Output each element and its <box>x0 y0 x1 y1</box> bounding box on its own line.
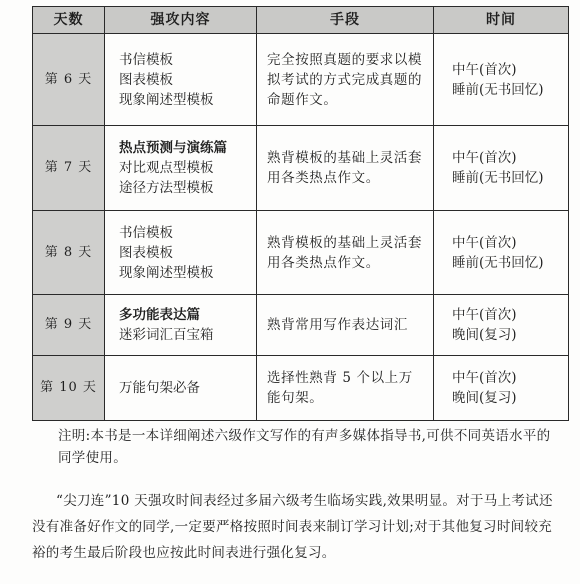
content-line: 书信模板 <box>119 224 173 241</box>
method-text: 选择性熟背 5 个以上万能句架。 <box>267 370 413 406</box>
time-line: 睡前(无书回忆) <box>452 254 544 271</box>
content-line: 图表模板 <box>119 244 173 261</box>
content-line: 书信模板 <box>119 51 173 68</box>
method-text: 完全按照真题的要求以模拟考试的方式完成真题的命题作文。 <box>267 51 423 108</box>
content-section-title: 热点预测与演练篇 <box>119 140 227 156</box>
content-line: 对比观点型模板 <box>119 160 214 176</box>
time-line: 睡前(无书回忆) <box>452 81 544 98</box>
table-header-row <box>33 7 569 34</box>
content-cell <box>105 356 257 421</box>
table-row <box>33 295 569 356</box>
content-cell <box>105 34 257 126</box>
time-line: 晚间(复习) <box>452 390 517 406</box>
header-content: 强攻内容 <box>105 7 257 34</box>
content-line: 万能句架必备 <box>119 380 200 396</box>
time-cell <box>434 211 569 295</box>
content-cell <box>105 126 257 211</box>
time-line: 中午(首次) <box>452 150 517 166</box>
table-row <box>33 356 569 421</box>
method-cell <box>257 126 434 211</box>
header-time: 时间 <box>434 7 569 34</box>
method-text: 熟背常用写作表达词汇 <box>267 317 408 333</box>
note-text: 注明:本书是一本详细阐述六级作文写作的有声多媒体指导书,可供不同英语水平的同学使用。 <box>58 428 551 466</box>
table-row <box>33 211 569 295</box>
method-cell <box>257 356 434 421</box>
schedule-table <box>32 6 569 421</box>
body-paragraph: “尖刀连”10 天强攻时间表经过多届六级考生临场实践,效果明显。对于马上考试还没有准备好作文的同学,一定要严格按照时间表来制订学习计划;对于其他复习时间较充裕的考生最后阶段也应按此时间表进行强化复习。 <box>32 493 553 561</box>
time-line: 睡前(无书回忆) <box>452 170 544 186</box>
content-line: 现象阐述型模板 <box>119 264 214 281</box>
time-cell <box>434 356 569 421</box>
time-line: 中午(首次) <box>452 61 517 78</box>
day-cell: 第 8 天 <box>33 211 105 295</box>
time-cell <box>434 126 569 211</box>
day-cell: 第 7 天 <box>33 126 105 211</box>
method-cell <box>257 211 434 295</box>
time-line: 中午(首次) <box>452 307 517 323</box>
time-line: 中午(首次) <box>452 234 517 251</box>
content-line: 图表模板 <box>119 71 173 88</box>
table-row <box>33 126 569 211</box>
content-line: 途径方法型模板 <box>119 180 214 196</box>
content-line: 现象阐述型模板 <box>119 91 214 108</box>
header-days: 天数 <box>33 7 105 34</box>
time-line: 中午(首次) <box>452 370 517 386</box>
method-cell <box>257 34 434 126</box>
content-cell <box>105 211 257 295</box>
content-cell <box>105 295 257 356</box>
time-cell <box>434 295 569 356</box>
content-section-title: 多功能表达篇 <box>119 307 200 323</box>
content-line: 迷彩词汇百宝箱 <box>119 327 214 343</box>
table-row <box>33 34 569 126</box>
time-line: 晚间(复习) <box>452 327 517 343</box>
method-text: 熟背模板的基础上灵活套用各类热点作文。 <box>267 234 423 271</box>
header-method: 手段 <box>257 7 434 34</box>
time-cell <box>434 34 569 126</box>
method-text: 熟背模板的基础上灵活套用各类热点作文。 <box>267 150 423 186</box>
day-cell: 第 10 天 <box>33 356 105 421</box>
day-cell: 第 9 天 <box>33 295 105 356</box>
method-cell <box>257 295 434 356</box>
day-cell: 第 6 天 <box>33 34 105 126</box>
